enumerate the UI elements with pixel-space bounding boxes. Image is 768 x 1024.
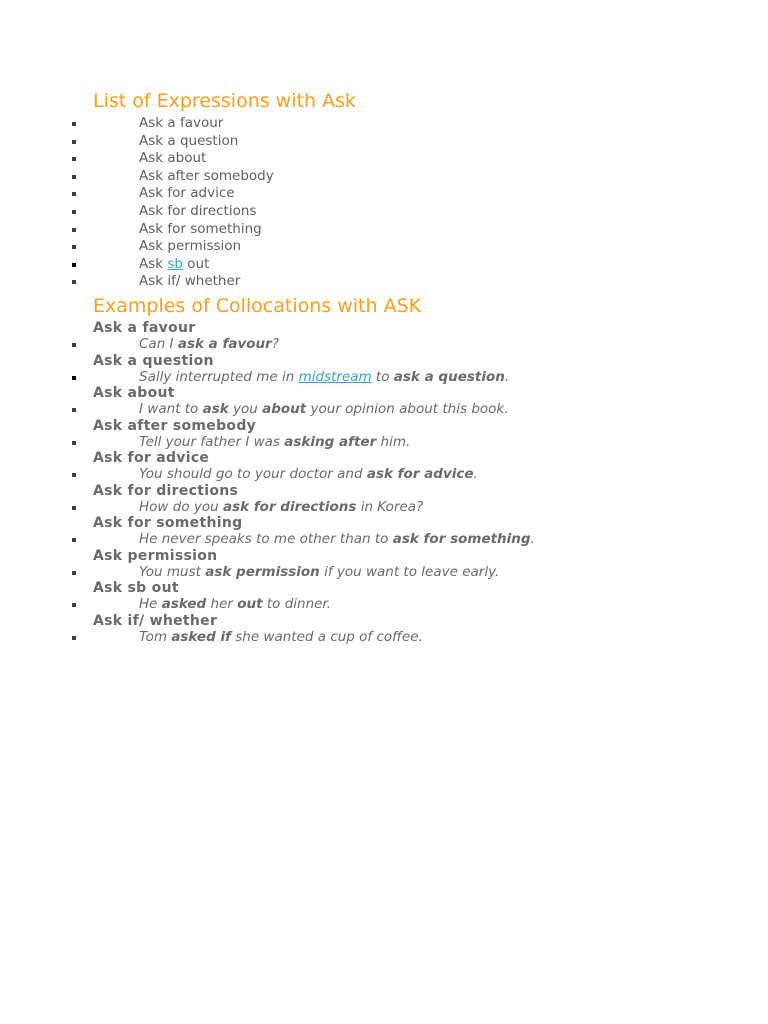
- sentence-text: Can I: [139, 336, 178, 352]
- example-sentence: [139, 369, 509, 386]
- square-bullet-icon: [72, 192, 76, 196]
- list-item-label: Ask permission: [139, 238, 242, 255]
- square-bullet-icon: [72, 228, 76, 232]
- sentence-text: her: [206, 596, 238, 612]
- collocation-highlight: ask for directions: [222, 498, 357, 515]
- square-bullet-icon: [72, 376, 76, 380]
- sentence-text: .: [530, 531, 535, 547]
- square-bullet-icon: [72, 175, 76, 179]
- example-block: [0, 385, 768, 418]
- sentence-text: Sally interrupted me in: [139, 368, 299, 385]
- example-block: [0, 613, 768, 646]
- list-title: List of Expressions with Ask: [93, 90, 356, 112]
- example-block: [0, 483, 768, 516]
- square-bullet-icon: [72, 210, 76, 214]
- example-block: [0, 450, 768, 483]
- square-bullet-icon: [72, 571, 76, 575]
- square-bullet-icon: [72, 538, 76, 542]
- sentence-text: she wanted a cup of coffee.: [230, 628, 423, 645]
- example-heading: Ask if/ whether: [93, 612, 218, 629]
- sb-link[interactable]: sb: [167, 255, 183, 272]
- list-item-label: Ask for something: [139, 220, 262, 237]
- example-sentence: [139, 629, 423, 646]
- collocation-highlight: ask for something: [392, 531, 531, 547]
- sentence-text: in Korea?: [356, 498, 424, 515]
- example-sentence: [139, 336, 279, 353]
- example-sentence: [139, 564, 499, 581]
- example-block: [0, 548, 768, 581]
- example-heading: Ask for directions: [93, 482, 239, 499]
- example-block: [0, 418, 768, 451]
- list-item-label: Ask for advice: [139, 185, 235, 202]
- square-bullet-icon: [72, 441, 76, 445]
- square-bullet-icon: [72, 157, 76, 161]
- sentence-text: Tell your father I was: [139, 433, 285, 450]
- square-bullet-icon: [72, 122, 76, 126]
- example-heading: Ask after somebody: [93, 417, 257, 434]
- example-heading: Ask permission: [93, 547, 218, 564]
- sentence-text: .: [504, 368, 510, 385]
- example-heading: Ask a question: [93, 352, 214, 369]
- collocation-highlight: ask a favour: [177, 336, 272, 352]
- square-bullet-icon: [72, 473, 76, 477]
- sentence-text: your opinion about this book.: [306, 401, 509, 417]
- example-block: [0, 353, 768, 386]
- square-bullet-icon: [72, 263, 76, 267]
- list-item-label: Ask about: [139, 150, 207, 167]
- square-bullet-icon: [72, 280, 76, 284]
- square-bullet-icon: [72, 140, 76, 144]
- examples-list: [0, 320, 768, 645]
- collocation-highlight: asked if: [171, 628, 231, 645]
- square-bullet-icon: [72, 408, 76, 412]
- example-heading: Ask about: [93, 385, 175, 401]
- example-block: [0, 580, 768, 613]
- list-item-label: Ask a favour: [139, 115, 224, 131]
- sentence-text: Tom: [139, 628, 172, 645]
- collocation-highlight: asked: [161, 596, 207, 612]
- collocation-highlight: about: [262, 401, 307, 417]
- sentence-text: He never speaks to me other than to: [139, 531, 393, 547]
- collocation-highlight: ask: [202, 401, 229, 417]
- example-sentence: [139, 596, 331, 613]
- sentence-text: to dinner.: [262, 596, 332, 612]
- example-sentence: [139, 499, 423, 516]
- example-block: [0, 515, 768, 548]
- collocation-highlight: ask permission: [205, 563, 320, 580]
- sentence-text: you: [228, 401, 263, 417]
- sentence-text: if you want to leave early.: [319, 563, 500, 580]
- collocation-highlight: ask a question: [393, 368, 505, 385]
- list-item-label: Ask sb out: [139, 255, 210, 272]
- collocation-highlight: ask for advice: [366, 466, 474, 482]
- sentence-text: .: [473, 466, 478, 482]
- sentence-text: How do you: [139, 498, 223, 515]
- sentence-text: ?: [271, 336, 279, 352]
- list-item-label: Ask after somebody: [139, 167, 274, 184]
- list-item-label: Ask for directions: [139, 202, 257, 219]
- sentence-text: You must: [139, 563, 206, 580]
- examples-title: Examples of Collocations with ASK: [93, 295, 422, 317]
- example-sentence: [139, 466, 478, 483]
- square-bullet-icon: [72, 506, 76, 510]
- sentence-text: I want to: [139, 401, 203, 417]
- sentence-text: him.: [376, 433, 411, 450]
- example-heading: Ask sb out: [93, 580, 179, 596]
- example-sentence: [139, 531, 535, 548]
- example-block: [0, 320, 768, 353]
- list-item-label: Ask if/ whether: [139, 273, 241, 290]
- midstream-link[interactable]: midstream: [298, 368, 372, 385]
- sentence-text: to: [371, 368, 394, 385]
- example-heading: Ask for advice: [93, 450, 210, 466]
- example-sentence: [139, 434, 410, 451]
- example-sentence: [139, 401, 509, 418]
- example-heading: Ask a favour: [93, 320, 196, 336]
- square-bullet-icon: [72, 636, 76, 640]
- square-bullet-icon: [72, 245, 76, 249]
- example-heading: Ask for something: [93, 515, 243, 531]
- list-item-label: Ask a question: [139, 132, 239, 149]
- sentence-text: He: [139, 596, 162, 612]
- square-bullet-icon: [72, 343, 76, 347]
- collocation-highlight: asking after: [284, 433, 377, 450]
- sentence-text: You should go to your doctor and: [139, 466, 367, 482]
- square-bullet-icon: [72, 603, 76, 607]
- collocation-highlight: out: [237, 596, 263, 612]
